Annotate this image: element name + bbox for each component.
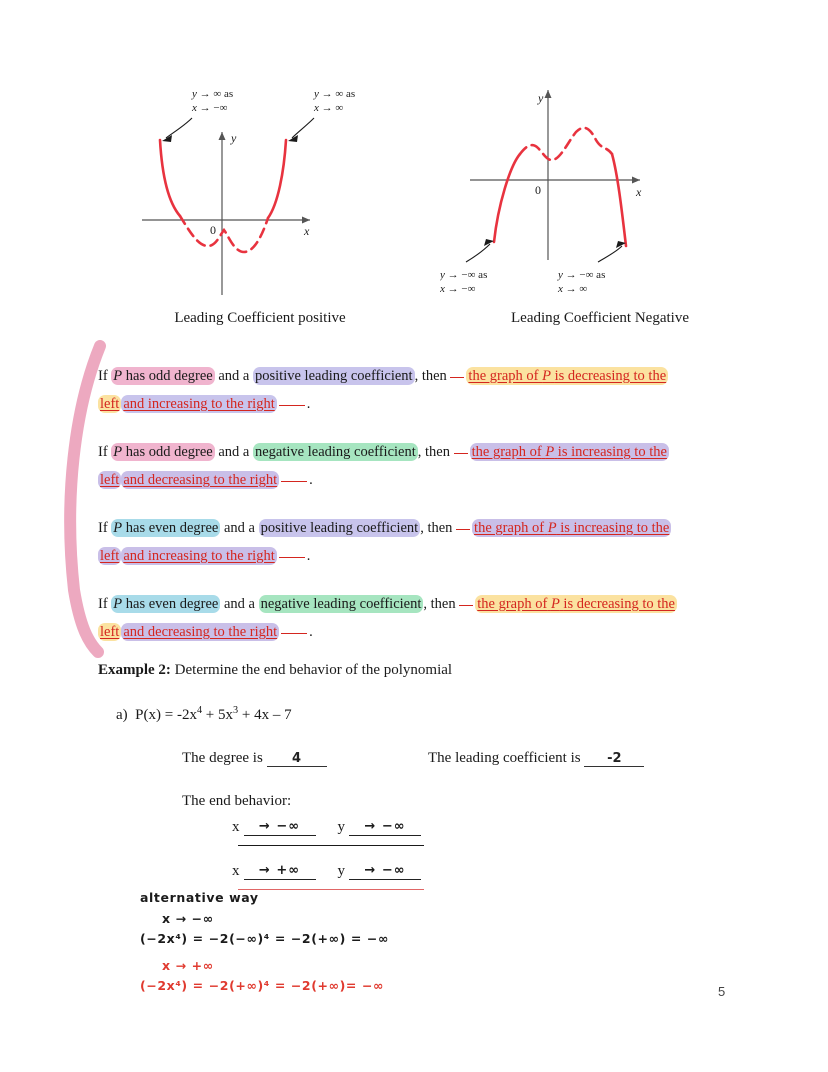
- example-item-a: [98, 705, 758, 724]
- end-behavior-label: The end behavior:: [182, 793, 292, 809]
- stmt2-mid: and a: [214, 444, 253, 460]
- statement-even-negative: [98, 590, 738, 646]
- row2-x-value[interactable]: → +∞: [244, 863, 316, 880]
- stmt4-then: , then: [423, 596, 460, 612]
- polynomial-expression: [135, 707, 291, 723]
- left-annotation-arrow: [166, 118, 192, 138]
- curve-left-tail: [494, 154, 520, 242]
- stmt1-blank-tail: [279, 405, 305, 406]
- stmt4-answer-p: P: [550, 596, 560, 612]
- stmt4-answer-line2b: and decreasing to the right: [123, 624, 278, 640]
- stmt4-degree-text: has even degree: [122, 596, 219, 612]
- stmt4-blank-tail: [281, 633, 307, 634]
- poly-exp2: 3: [233, 705, 239, 716]
- right-graph-svg: [440, 80, 760, 310]
- row1-x-cell: [232, 819, 316, 836]
- handwritten-black-work: (−2x⁴) = −2(−∞)⁴ = −2(+∞) = −∞: [140, 931, 389, 946]
- leading-coefficient-label: The leading coefficient is: [428, 750, 581, 766]
- row2-x-cell: [232, 863, 316, 880]
- end-behavior-table: [232, 812, 432, 890]
- y-axis-label: y: [231, 131, 237, 145]
- stmt1-prefix: If: [98, 368, 112, 384]
- row2-y-var: y: [337, 863, 345, 879]
- end-behavior-row-2: [232, 856, 432, 880]
- x-axis-label: x: [636, 185, 642, 199]
- handwritten-notes: [140, 890, 389, 993]
- stmt3-answer-line2a: left: [100, 548, 120, 564]
- stmt3-period: .: [306, 548, 311, 564]
- poly-exp1: 4: [196, 705, 203, 716]
- stmt2-coef-highlight: negative leading coefficient: [255, 444, 416, 460]
- stmt2-answer-line2b: and decreasing to the right: [123, 472, 278, 488]
- stmt4-answer-line2a: left: [100, 624, 120, 640]
- example-label: Example 2:: [98, 662, 171, 678]
- page-number: 5: [718, 984, 726, 999]
- stmt2-p: P: [113, 444, 123, 460]
- row2-y-cell: [338, 863, 422, 880]
- origin-label: 0: [210, 223, 216, 237]
- poly-tail: + 4x – 7: [238, 707, 292, 723]
- handwritten-title: alternative way: [140, 890, 259, 905]
- figure-leading-coefficient-negative: [440, 80, 760, 326]
- degree-and-coefficient-row: [98, 750, 758, 767]
- left-annotation-arrow: [466, 244, 490, 262]
- x-axis-label: x: [304, 224, 310, 238]
- right-annotation-arrow: [292, 118, 314, 138]
- x-axis-arrowhead: [632, 177, 640, 184]
- leading-coefficient-value-blank[interactable]: -2: [584, 751, 644, 767]
- stmt3-answer-p: P: [547, 520, 557, 536]
- left-annotation-line2: x → −∞: [440, 283, 476, 295]
- stmt3-answer-a: the graph of: [474, 520, 545, 536]
- stmt1-degree-text: has odd degree: [122, 368, 213, 384]
- stmt4-answer-line1: [475, 595, 677, 613]
- stmt4-coef-highlight: negative leading coefficient: [260, 596, 422, 612]
- stmt3-answer-line2b: and increasing to the right: [123, 548, 275, 564]
- poly-prefix: P(x) = -2x: [135, 707, 197, 723]
- item-letter: a): [116, 707, 128, 723]
- stmt2-prefix: If: [98, 444, 112, 460]
- statement-odd-positive: [98, 362, 738, 418]
- left-arrowhead: [162, 135, 172, 142]
- curve-right-tail: [612, 154, 626, 246]
- stmt2-answer-b: is increasing to the: [557, 444, 667, 460]
- row1-y-value[interactable]: → −∞: [349, 819, 421, 836]
- left-annotation-line1: y → ∞ as: [192, 88, 234, 100]
- right-annotation-line2: x → ∞: [314, 102, 344, 114]
- stmt1-degree-highlight: [111, 367, 214, 385]
- stmt3-blank-tail: [279, 557, 305, 558]
- degree-label: The degree is: [182, 750, 263, 766]
- row1-x-var: x: [232, 819, 240, 835]
- stmt4-p: P: [113, 596, 123, 612]
- right-annotation-arrow: [598, 246, 622, 262]
- curve-middle-dashed: [180, 216, 268, 252]
- origin-label: 0: [535, 183, 541, 197]
- curve-middle-dashed: [520, 128, 612, 160]
- right-arrowhead: [288, 135, 298, 142]
- stmt2-degree-highlight: [111, 443, 214, 461]
- handwritten-red-work: (−2x⁴) = −2(+∞)⁴ = −2(+∞)= −∞: [140, 978, 385, 993]
- handwritten-red-limit: x → +∞: [162, 958, 214, 973]
- figure-caption-negative: Leading Coefficient Negative: [511, 310, 689, 326]
- stmt2-then: , then: [417, 444, 454, 460]
- x-axis-arrowhead: [302, 217, 310, 224]
- stmt1-period: .: [306, 396, 311, 412]
- leading-coefficient-group: [428, 750, 644, 767]
- stmt3-prefix: If: [98, 520, 112, 536]
- right-annotation-line1: y → ∞ as: [314, 88, 356, 100]
- stmt3-answer-line1: [472, 519, 671, 537]
- stmt3-mid: and a: [220, 520, 259, 536]
- stmt4-answer-a: the graph of: [477, 596, 548, 612]
- stmt4-blank-lead: [459, 605, 473, 606]
- handwritten-black-limit: x → −∞: [162, 911, 214, 926]
- y-axis-arrowhead: [219, 132, 226, 140]
- curve-left-tail: [160, 140, 180, 216]
- bracket-stroke: [70, 346, 100, 652]
- stmt1-answer-line2a: left: [100, 396, 120, 412]
- stmt1-p: P: [113, 368, 123, 384]
- example-prompt: Determine the end behavior of the polynomial: [174, 662, 453, 678]
- poly-mid1: + 5x: [202, 707, 234, 723]
- stmt1-mid: and a: [214, 368, 253, 384]
- stmt2-answer-line1: [470, 443, 669, 461]
- stmt1-coef-highlight: positive leading coefficient: [255, 368, 413, 384]
- left-annotation-line2: x → −∞: [192, 102, 228, 114]
- stmt2-answer-line2a: left: [100, 472, 120, 488]
- stmt3-degree-text: has even degree: [122, 520, 219, 536]
- example-heading-row: [98, 662, 758, 679]
- end-behavior-row-1: [232, 812, 432, 836]
- stmt4-mid: and a: [220, 596, 259, 612]
- example-2-section: [98, 662, 758, 810]
- right-annotation-line1: y → −∞ as: [558, 269, 606, 281]
- left-annotation-line1: y → −∞ as: [440, 269, 488, 281]
- figures-container: [0, 80, 828, 340]
- stmt3-degree-highlight: [111, 519, 220, 537]
- stmt2-degree-text: has odd degree: [122, 444, 213, 460]
- stmt3-then: , then: [420, 520, 457, 536]
- stmt1-answer-b: is decreasing to the: [554, 368, 667, 384]
- stmt4-period: .: [309, 624, 313, 640]
- y-axis-arrowhead: [545, 90, 552, 98]
- stmt1-answer-p: P: [542, 368, 551, 384]
- right-annotation-line2: x → ∞: [558, 283, 588, 295]
- stmt1-blank-lead: [450, 377, 464, 378]
- stmt2-blank-tail: [281, 481, 307, 482]
- stmt3-blank-lead: [456, 529, 470, 530]
- stmt4-degree-highlight: [111, 595, 220, 613]
- row1-y-cell: [338, 819, 422, 836]
- stmt2-answer-p: P: [545, 444, 555, 460]
- row1-y-var: y: [337, 819, 345, 835]
- stmt2-answer-a: the graph of: [471, 444, 542, 460]
- stmt3-answer-b: is increasing to the: [560, 520, 670, 536]
- statement-even-positive: [98, 514, 738, 570]
- stmt1-then: , then: [414, 368, 451, 384]
- end-behavior-label-row: [98, 793, 758, 810]
- left-graph-svg: [100, 80, 420, 310]
- stmt4-prefix: If: [98, 596, 112, 612]
- row2-x-var: x: [232, 863, 240, 879]
- stmt4-answer-b: is decreasing to the: [563, 596, 675, 612]
- degree-value-blank[interactable]: 4: [267, 751, 327, 767]
- stmt3-p: P: [113, 520, 123, 536]
- figure-leading-coefficient-positive: [100, 80, 420, 326]
- stmt1-answer-a: the graph of: [468, 368, 539, 384]
- y-axis-label: y: [538, 91, 544, 105]
- statement-odd-negative: [98, 438, 738, 494]
- row2-y-value[interactable]: → −∞: [349, 863, 421, 880]
- stmt3-coef-highlight: positive leading coefficient: [260, 520, 419, 536]
- stmt1-answer-line2b: and increasing to the right: [123, 396, 275, 412]
- statements-list: [98, 362, 738, 666]
- stmt2-period: .: [309, 472, 313, 488]
- handwritten-red-block: [140, 958, 389, 993]
- curve-right-tail: [268, 140, 286, 218]
- stmt1-answer-line1: [466, 367, 668, 385]
- end-behavior-black-separator: [238, 845, 424, 846]
- row1-x-value[interactable]: → −∞: [244, 819, 316, 836]
- figure-caption-positive: Leading Coefficient positive: [174, 310, 346, 326]
- stmt2-blank-lead: [454, 453, 468, 454]
